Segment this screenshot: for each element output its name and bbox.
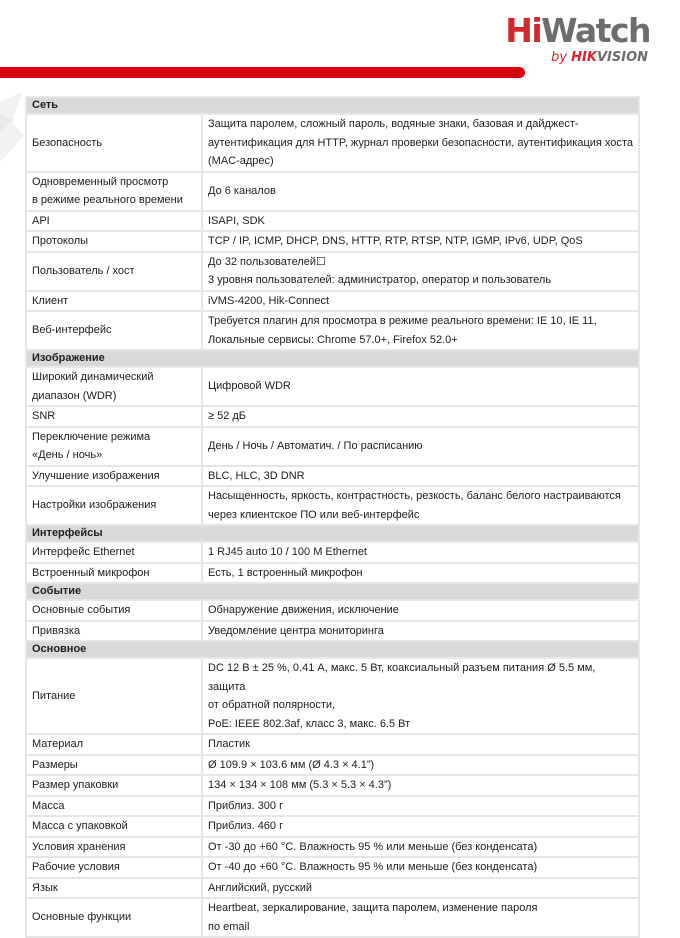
spec-label	[26, 486, 202, 525]
spec-label	[26, 252, 202, 291]
spec-value-line: Heartbeat, зеркалирование, защита паролем, изменение пароля	[208, 902, 538, 914]
spec-row	[26, 775, 639, 796]
spec-label	[26, 775, 202, 796]
spec-row	[26, 114, 639, 172]
spec-value-line: Насыщенность, яркость, контрастность, резкость, баланс белого настраиваются	[208, 490, 621, 502]
spec-value-line: Приблиз. 460 г	[208, 820, 284, 832]
spec-label-line: Язык	[32, 881, 58, 894]
spec-label	[26, 600, 202, 621]
header-accent-bar	[0, 67, 525, 78]
spec-label-line: в режиме реального времени	[32, 194, 183, 206]
spec-table-body	[26, 97, 639, 937]
spec-row	[26, 466, 639, 487]
spec-label-line: Встроенный микрофон	[32, 566, 150, 579]
spec-label-line: Размеры	[32, 758, 78, 771]
spec-value-line: Локальные сервисы: Chrome 57.0+, Firefox 52.0+	[208, 333, 458, 346]
spec-label-line: Размер упаковки	[32, 779, 119, 791]
spec-value-line: 134 × 134 × 108 мм (5.3 × 5.3 × 4.3”)	[208, 779, 392, 791]
spec-value	[202, 857, 639, 878]
spec-value	[202, 658, 639, 734]
spec-label	[26, 734, 202, 755]
spec-row	[26, 621, 639, 642]
spec-label	[26, 658, 202, 734]
spec-value-line: Уведомление центра мониторинга	[208, 624, 384, 637]
spec-value	[202, 621, 639, 642]
spec-value	[202, 486, 639, 525]
spec-value-line: От -40 до +60 °С. Влажность 95 % или меньше (без конденсата)	[208, 861, 538, 873]
spec-value-line: До 6 каналов	[208, 184, 276, 197]
spec-row	[26, 878, 639, 899]
spec-value	[202, 734, 639, 755]
spec-label	[26, 816, 202, 837]
section-header-row	[26, 583, 639, 600]
spec-row	[26, 406, 639, 427]
spec-label-line: Условия хранения	[32, 840, 126, 853]
logo-wordmark	[505, 12, 650, 50]
spec-value	[202, 466, 639, 487]
spec-label	[26, 367, 202, 406]
spec-value-line: (MAC-адрес)	[208, 155, 274, 167]
spec-label-line: Масса	[32, 799, 65, 812]
spec-label-line: Безопасность	[32, 136, 103, 149]
spec-value-line: До 32 пользователей☐	[208, 255, 326, 268]
spec-value-line: PoE: IEEE 802.3af, класс 3, макс. 6.5 Вт	[208, 717, 411, 730]
spec-value-line: Английский, русский	[208, 881, 313, 894]
spec-row	[26, 211, 639, 232]
spec-label-line: Широкий динамический	[32, 371, 154, 383]
spec-table	[25, 96, 640, 938]
section-header-row	[26, 641, 639, 658]
spec-label-line: Переключение режима	[32, 430, 151, 443]
logo-vision: VISION	[596, 50, 648, 65]
spec-value	[202, 252, 639, 291]
spec-row	[26, 311, 639, 350]
spec-label	[26, 796, 202, 817]
spec-value	[202, 367, 639, 406]
spec-value	[202, 114, 639, 172]
spec-value-line: Приблиз. 300 г	[208, 799, 284, 812]
spec-value-line: аутентификация для HTTP, журнал проверки безопасности, аутентификация хоста	[208, 136, 633, 149]
spec-label	[26, 172, 202, 211]
hiwatch-logo	[505, 11, 664, 68]
spec-value-line: ≥ 52 дБ	[208, 410, 247, 422]
spec-label-line: Одновременный просмотр	[32, 175, 169, 188]
spec-row	[26, 816, 639, 837]
spec-value-line: 3 уровня пользователей: администратор, оператор и пользователь	[208, 274, 552, 286]
spec-row	[26, 898, 639, 937]
spec-value	[202, 172, 639, 211]
spec-value-line: День / Ночь / Автоматич. / По расписанию	[208, 439, 423, 452]
spec-value	[202, 775, 639, 796]
spec-value	[202, 291, 639, 312]
section-title: Основное	[26, 641, 639, 658]
spec-value-line: через клиентское ПО или веб-интерфейс	[208, 508, 420, 521]
spec-value	[202, 406, 639, 427]
spec-row	[26, 291, 639, 312]
spec-label	[26, 231, 202, 252]
spec-value	[202, 898, 639, 937]
section-title: Интерфейсы	[26, 525, 639, 542]
spec-label	[26, 311, 202, 350]
spec-row	[26, 837, 639, 858]
spec-value-line: iVMS-4200, Hik-Connect	[208, 294, 330, 307]
section-header-row	[26, 350, 639, 367]
spec-value	[202, 427, 639, 466]
spec-value	[202, 563, 639, 584]
spec-value-line: 1 RJ45 auto 10 / 100 M Ethernet	[208, 546, 367, 558]
spec-label-line: Основные события	[32, 604, 131, 616]
spec-label	[26, 878, 202, 899]
spec-row	[26, 755, 639, 776]
spec-label	[26, 466, 202, 487]
logo-watch: Watch	[541, 11, 650, 50]
spec-row	[26, 172, 639, 211]
spec-label-line: Улучшение изображения	[32, 469, 160, 482]
spec-label	[26, 542, 202, 563]
spec-label	[26, 114, 202, 172]
logo-hik: HIK	[571, 50, 597, 65]
spec-label	[26, 291, 202, 312]
section-title: Событие	[26, 583, 639, 600]
spec-row	[26, 542, 639, 563]
spec-row	[26, 734, 639, 755]
spec-row	[26, 427, 639, 466]
spec-label	[26, 837, 202, 858]
spec-label	[26, 898, 202, 937]
spec-label-line: Привязка	[32, 624, 81, 637]
spec-label	[26, 857, 202, 878]
spec-label-line: API	[32, 214, 50, 227]
spec-label	[26, 211, 202, 232]
spec-value-line: Требуется плагин для просмотра в режиме реального времени: IE 10, IE 11,	[208, 315, 597, 327]
spec-row	[26, 857, 639, 878]
section-title: Сеть	[26, 97, 639, 114]
spec-label-line: Клиент	[32, 294, 69, 307]
spec-value-line: Пластик	[208, 738, 250, 750]
spec-label-line: Веб-интерфейс	[32, 324, 112, 337]
spec-label	[26, 406, 202, 427]
spec-label-line: Основные функции	[32, 911, 132, 924]
section-header-row	[26, 97, 639, 114]
spec-label-line: Протоколы	[32, 235, 89, 247]
spec-value	[202, 542, 639, 563]
spec-value-line: по email	[208, 920, 250, 933]
spec-value-line: Ø 109.9 × 103.6 мм (Ø 4.3 × 4.1”)	[208, 758, 375, 771]
spec-value-line: DC 12 В ± 25 %, 0.41 А, макс. 5 Вт, коаксиальный разъем питания Ø 5.5 мм, защита	[208, 662, 596, 693]
spec-label-line: SNR	[32, 410, 56, 422]
spec-row	[26, 486, 639, 525]
spec-value-line: Есть, 1 встроенный микрофон	[208, 566, 363, 579]
spec-row	[26, 563, 639, 584]
spec-label-line: Интерфейс Ethernet	[32, 546, 135, 558]
spec-row	[26, 231, 639, 252]
spec-row	[26, 252, 639, 291]
spec-value-line: Обнаружение движения, исключение	[208, 604, 399, 616]
spec-value	[202, 755, 639, 776]
spec-label-line: Питание	[32, 689, 76, 702]
section-title: Изображение	[26, 350, 639, 367]
spec-row	[26, 658, 639, 734]
logo-hi: Hi	[505, 11, 542, 50]
spec-row	[26, 367, 639, 406]
logo-byline	[551, 50, 648, 66]
logo-by: by	[551, 50, 572, 65]
spec-label-line: Материал	[32, 738, 83, 750]
spec-value-line: от обратной полярности,	[208, 699, 336, 711]
spec-label-line: Пользователь / хост	[32, 264, 135, 277]
spec-value-line: ISAPI, SDK	[208, 214, 265, 227]
spec-row	[26, 600, 639, 621]
spec-value-line: TCP / IP, ICMP, DHCP, DNS, HTTP, RTP, RTSP, NTP, IGMP, IPv6, UDP, QoS	[208, 235, 583, 247]
section-header-row	[26, 525, 639, 542]
spec-label-line: Рабочие условия	[32, 861, 120, 873]
spec-label-line: диапазон (WDR)	[32, 389, 117, 402]
spec-value	[202, 231, 639, 252]
spec-label-line: Настройки изображения	[32, 499, 157, 512]
spec-row	[26, 796, 639, 817]
spec-label	[26, 563, 202, 584]
spec-value	[202, 600, 639, 621]
spec-label	[26, 427, 202, 466]
spec-value	[202, 878, 639, 899]
spec-label	[26, 755, 202, 776]
spec-value	[202, 311, 639, 350]
spec-label-line: «День / ночь»	[32, 449, 103, 461]
spec-value	[202, 211, 639, 232]
spec-value	[202, 816, 639, 837]
spec-value-line: Цифровой WDR	[208, 380, 291, 393]
spec-value-line: BLC, HLC, 3D DNR	[208, 469, 305, 482]
spec-value-line: От -30 до +60 °С. Влажность 95 % или меньше (без конденсата)	[208, 840, 538, 853]
spec-value-line: Защита паролем, сложный пароль, водяные знаки, базовая и дайджест-	[208, 118, 579, 130]
spec-value	[202, 796, 639, 817]
spec-label-line: Масса с упаковкой	[32, 820, 128, 832]
spec-label	[26, 621, 202, 642]
decorative-shape-icon	[0, 92, 24, 172]
spec-value	[202, 837, 639, 858]
